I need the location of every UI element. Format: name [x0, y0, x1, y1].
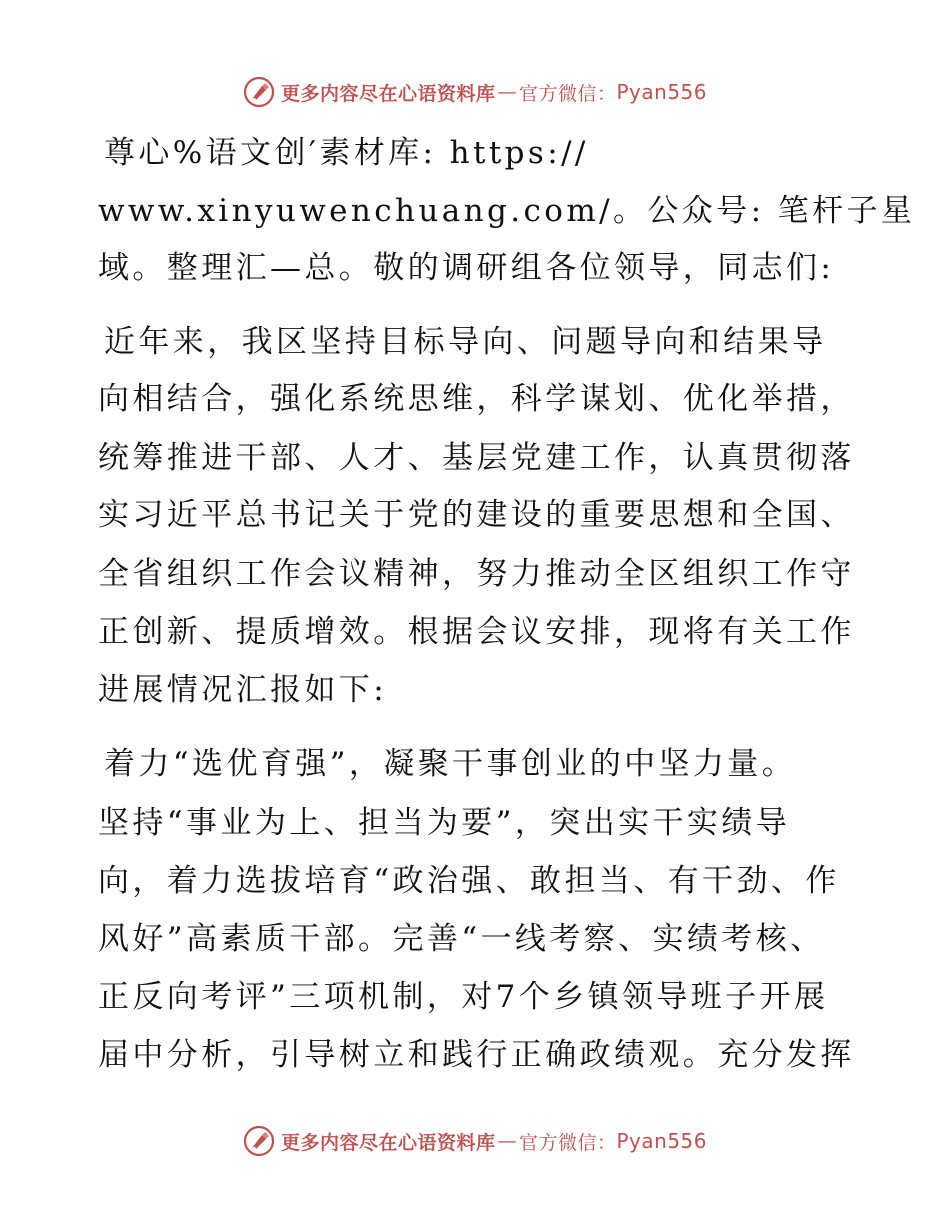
watermark-wechat-id: Pyan556 [616, 80, 708, 104]
watermark-wechat-label: 官方微信： [518, 82, 617, 105]
body-line: www.xinyuwenchuang.com/。公众号: 笔杆子星 [98, 193, 916, 229]
body-line: 全省组织工作会议精神，努力推动全区组织工作守 [98, 556, 855, 592]
body-line: 届中分析，引导树立和践行正确政绩观。充分发挥 [98, 1037, 855, 1073]
body-line: 实习近平总书记关于党的建设的重要思想和全国、 [98, 497, 855, 533]
pen-nib-logo-icon [243, 1125, 275, 1157]
body-line: 向，着力选拔培育“政治强、敢担当、有干劲、作 [98, 863, 840, 899]
body-line: 向相结合，强化系统思维，科学谋划、优化举措， [98, 381, 855, 417]
body-line: 正创新、提质增效。根据会议安排，现将有关工作 [98, 614, 855, 650]
body-line: 风好”高素质干部。完善“一线考察、实绩考核、 [98, 921, 825, 957]
watermark-wechat-label: 官方微信： [518, 1131, 617, 1154]
watermark-dash: — [497, 1130, 517, 1152]
watermark-wechat-id: Pyan556 [616, 1129, 708, 1153]
watermark-main-text: 更多内容尽在心语资料库 [280, 82, 496, 105]
body-line: 正反向考评”三项机制，对7个乡镇领导班子开展 [98, 979, 829, 1015]
body-line: 统筹推进干部、人才、基层党建工作，认真贯彻落 [98, 440, 855, 476]
body-line: 近年来，我区坚持目标导向、问题导向和结果导 [104, 324, 827, 360]
watermark-dash: — [497, 81, 517, 103]
body-line: 进展情况汇报如下: [98, 672, 388, 708]
body-line: 着力“选优育强”，凝聚干事创业的中坚力量。 [104, 746, 797, 782]
body-line: 尊心%语文创′素材库: https:// [104, 135, 589, 171]
body-line: 域。整理汇—总。敬的调研组各位领导，同志们: [98, 250, 835, 286]
body-line: 坚持“事业为上、担当为要”，突出实干实绩导 [98, 805, 791, 841]
footer-watermark [0, 1121, 950, 1161]
watermark-main-text: 更多内容尽在心语资料库 [280, 1131, 496, 1154]
